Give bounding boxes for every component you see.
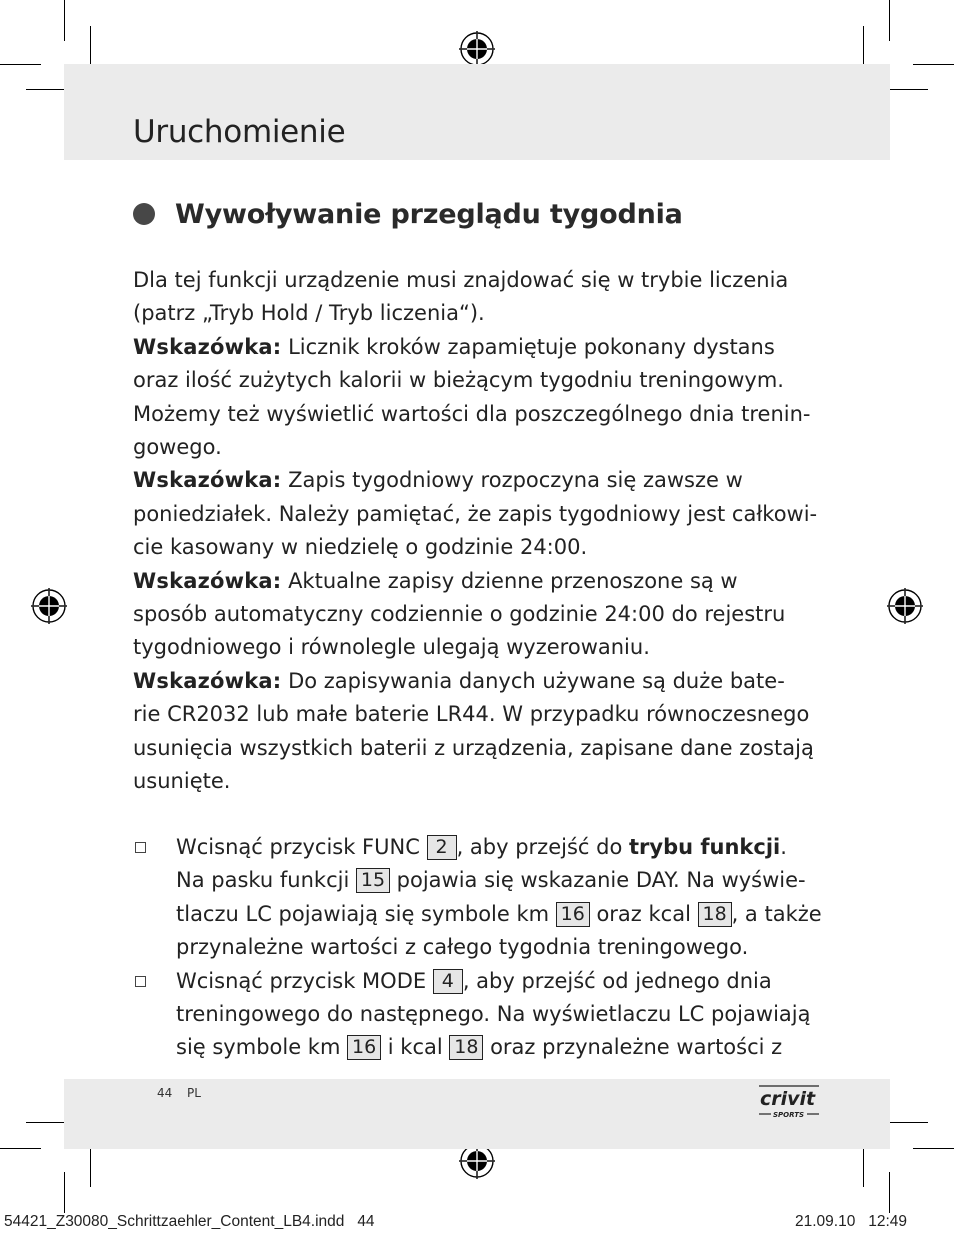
body-line: poniedziałek. Należy pamiętać, że zapis tygodniowy jest całkowi- [133,501,818,526]
step-text: oraz przynależne wartości z [483,1035,783,1060]
body-line: Dla tej funkcji urządzenie musi znajdować się w trybie liczenia [133,268,789,292]
crop-mark [64,1172,65,1213]
page-number: 44 [157,1086,173,1100]
note-line [133,464,833,497]
language-code: PL [187,1086,201,1100]
body-line: tygodniowego i równolegle ulegają wyzerowaniu. [133,635,650,660]
step-text: treningowego do następnego. Na wyświetlaczu LC pojawiają [176,1002,811,1027]
instruction-steps [133,831,853,1065]
note-label: Wskazówka: [133,468,282,493]
step-line [176,864,853,897]
svg-text:crivit: crivit [760,1088,816,1110]
step-text: się symbole km [176,1035,348,1060]
reference-number: 16 [556,902,590,927]
step-text: Wcisnąć przycisk FUNC [176,835,427,859]
step-text: oraz kcal [589,901,698,926]
step-text: Wcisnąć przycisk MODE [176,968,433,993]
section-title: Wywoływanie przeglądu tygodnia [175,198,683,230]
step-text: . [780,835,787,859]
step-text: pojawia się wskazanie DAY. Na wyświe- [389,868,806,893]
step-text: tlaczu LC pojawiają się symbole km [176,901,556,926]
slug-date-time: 21.09.10 12:49 [795,1213,908,1230]
body-line: sposób automatyczny codziennie o godzinie 24:00 do rejestru [133,602,786,627]
body-line: rie CR2032 lub małe baterie LR44. W przypadku równoczesnego [133,702,810,727]
crop-mark [0,64,41,65]
step-checkbox-icon [135,976,146,987]
step-text: , aby przejść od jednego dnia [462,968,772,993]
step-text: i kcal [381,1035,450,1060]
reference-number: 18 [449,1035,483,1060]
step-line [176,998,853,1031]
registration-mark-icon [31,588,67,624]
section-heading [133,192,683,236]
step-line [176,965,853,998]
page-title: Uruchomienie [133,114,346,150]
step-text: Na pasku funkcji [176,868,356,893]
note-line [133,565,833,598]
body-line: usunięte. [133,769,231,794]
note-label: Wskazówka: [133,668,282,693]
note-text: Do zapisywania danych używane są duże bate- [281,668,785,693]
registration-mark-icon [887,588,923,624]
note-text: Licznik kroków zapamiętuje pokonany dystans [281,334,775,359]
step-line [176,1031,853,1064]
reference-number: 15 [356,868,390,893]
crop-mark [889,0,890,41]
body-line: (patrz „Tryb Hold / Tryb liczenia“). [133,301,485,326]
crop-mark [913,1148,954,1149]
reference-number: 16 [347,1035,381,1060]
step-line [176,831,853,864]
note-label: Wskazówka: [133,334,282,359]
body-line: usunięcia wszystkich baterii z urządzenia, zapisane dane zostają [133,735,814,760]
note-label: Wskazówka: [133,568,282,593]
body-line: cie kasowany w niedzielę o godzinie 24:00. [133,535,588,560]
step-text: przynależne wartości z całego tygodnia treningowego. [176,935,749,960]
svg-text:SPORTS: SPORTS [773,1111,805,1119]
note-line [133,331,833,364]
body-line: Możemy też wyświetlić wartości dla poszczególnego dnia trenin- [133,401,811,426]
body-line: gowego. [133,435,222,460]
reference-number: 4 [433,969,463,994]
crop-mark [0,1148,41,1149]
registration-mark-icon [459,31,495,67]
instruction-step [133,965,853,1065]
bullet-dot-icon [133,203,155,225]
crop-mark [889,1172,890,1213]
instruction-step [133,831,853,965]
reference-number: 2 [427,835,457,860]
crivit-sports-logo [755,1082,825,1122]
reference-number: 18 [698,902,732,927]
step-checkbox-icon [135,842,146,853]
note-line [133,665,833,698]
note-text: Aktualne zapisy dzienne przenoszone są w [281,568,738,593]
slug-file-info: 54421_Z30080_Schrittzaehler_Content_LB4.indd 44 [4,1213,375,1230]
crop-mark [64,0,65,41]
body-line: oraz ilość zużytych kalorii w bieżącym tygodniu treningowym. [133,368,784,393]
body-text [133,264,833,799]
step-line [176,898,853,931]
step-line [176,931,853,964]
step-text: , aby przejść do [456,835,629,859]
crop-mark [913,64,954,65]
note-text: Zapis tygodniowy rozpoczyna się zawsze w [281,468,743,493]
step-emphasis: trybu funkcji [628,835,781,859]
step-text: , a także [731,901,822,926]
